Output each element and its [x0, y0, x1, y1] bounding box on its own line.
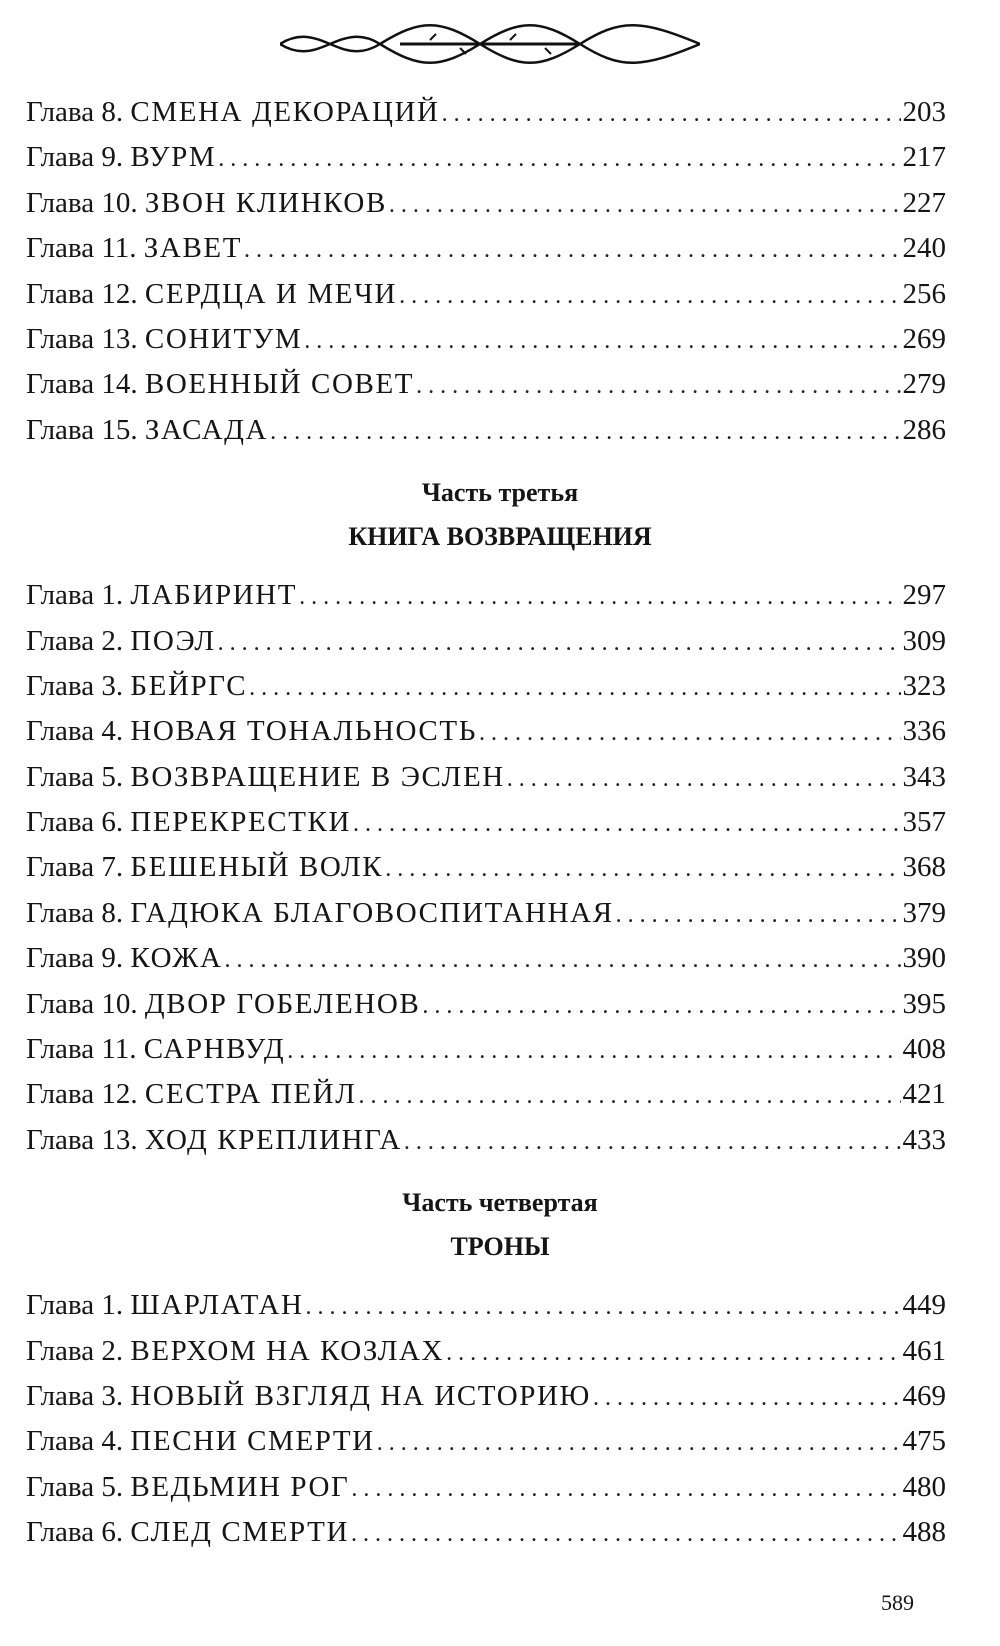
chapter-page: 449: [902, 1289, 946, 1322]
chapter-title: ШАРЛАТАН: [130, 1289, 304, 1322]
dot-leader: [416, 364, 900, 409]
toc-entry: [26, 709, 946, 754]
chapter-label: Глава 10.: [26, 186, 138, 219]
chapter-title: ЛАБИРИНТ: [130, 579, 298, 612]
part-title: ТРОНЫ: [450, 1232, 550, 1262]
dot-leader: [385, 847, 900, 892]
chapter-page: 343: [902, 760, 946, 793]
toc-entry: [26, 982, 946, 1027]
chapter-title: ВОЕННЫЙ СОВЕТ: [144, 368, 415, 401]
dot-leader: [270, 410, 900, 455]
chapter-label: Глава 5.: [26, 760, 124, 793]
chapter-title: СЛЕД СМЕРТИ: [130, 1516, 349, 1549]
chapter-title: ПЕСНИ СМЕРТИ: [130, 1425, 375, 1458]
chapter-title: ВУРМ: [130, 141, 217, 174]
chapter-page: 379: [902, 896, 946, 929]
dot-leader: [479, 711, 901, 756]
dot-leader: [353, 802, 900, 847]
chapter-label: Глава 8.: [26, 96, 124, 128]
chapter-title: ВОЗВРАЩЕНИЕ В ЭСЛЕН: [130, 760, 505, 793]
toc-entry: [26, 845, 946, 890]
chapter-title: НОВАЯ ТОНАЛЬНОСТЬ: [130, 715, 477, 748]
chapter-title: КОЖА: [130, 942, 223, 975]
dot-leader: [389, 183, 901, 228]
dot-leader: [306, 1285, 901, 1330]
table-of-contents: [26, 90, 946, 1556]
chapter-title: НОВЫЙ ВЗГЛЯД НА ИСТОРИЮ: [130, 1379, 591, 1412]
toc-entry: [26, 664, 946, 709]
chapter-page: 421: [902, 1078, 946, 1111]
dot-leader: [249, 666, 900, 711]
dot-leader: [351, 1512, 901, 1557]
chapter-label: Глава 3.: [26, 1379, 124, 1412]
toc-entry: [26, 1374, 946, 1419]
toc-entry: [26, 936, 946, 981]
chapter-title: САРНВУД: [143, 1033, 286, 1066]
dot-leader: [507, 757, 901, 802]
toc-entry: [26, 800, 946, 845]
chapter-page: 203: [902, 96, 946, 128]
toc-entry: [26, 1419, 946, 1464]
chapter-page: 395: [902, 987, 946, 1020]
chapter-label: Глава 6.: [26, 1516, 124, 1549]
chapter-label: Глава 10.: [26, 987, 138, 1020]
chapter-label: Глава 5.: [26, 1470, 124, 1503]
part-3-header: [26, 453, 946, 573]
dot-leader: [399, 274, 900, 319]
chapter-label: Глава 12.: [26, 1078, 138, 1111]
chapter-page: 368: [902, 851, 946, 884]
chapter-label: Глава 6.: [26, 806, 124, 839]
toc-entry: [26, 891, 946, 936]
toc-entry: [26, 1510, 946, 1555]
chapter-label: Глава 11.: [26, 232, 137, 265]
chapter-page: 408: [902, 1033, 946, 1066]
chapter-title: ЗВОН КЛИНКОВ: [144, 186, 387, 219]
chapter-page: 488: [902, 1516, 946, 1549]
toc-entry: [26, 90, 946, 135]
chapter-page: 336: [902, 715, 946, 748]
chapter-title: СЕСТРА ПЕЙЛ: [144, 1078, 357, 1111]
toc-entry: [26, 755, 946, 800]
chapter-label: Глава 2.: [26, 624, 124, 657]
chapter-label: Глава 13.: [26, 322, 138, 355]
chapter-page: 217: [902, 141, 946, 174]
chapter-title: ВЕРХОМ НА КОЗЛАХ: [130, 1334, 445, 1367]
chapter-page: 256: [902, 277, 946, 310]
chapter-label: Глава 1.: [26, 579, 124, 612]
dot-leader: [218, 621, 901, 666]
chapter-title: БЕШЕНЫЙ ВОЛК: [130, 851, 384, 884]
dot-leader: [616, 893, 901, 938]
dot-leader: [377, 1421, 901, 1466]
toc-entry: [26, 1118, 946, 1163]
chapter-page: 475: [902, 1425, 946, 1458]
chapter-page: 461: [902, 1334, 946, 1367]
chapter-label: Глава 11.: [26, 1033, 137, 1066]
toc-entry: [26, 1027, 946, 1072]
part-heading: Часть четвертая: [402, 1188, 598, 1218]
chapter-title: ПОЭЛ: [130, 624, 216, 657]
chapter-title: БЕЙРГС: [130, 669, 248, 702]
chapter-page: 357: [902, 806, 946, 839]
toc-entry: [26, 573, 946, 618]
dot-leader: [225, 938, 901, 983]
dot-leader: [287, 1029, 900, 1074]
chapter-list-part-4: [26, 1283, 946, 1555]
chapter-label: Глава 9.: [26, 942, 124, 975]
toc-entry: [26, 1465, 946, 1510]
chapter-list-part-3: [26, 573, 946, 1163]
toc-entry: [26, 226, 946, 271]
chapter-label: Глава 7.: [26, 851, 124, 884]
chapter-page: 469: [902, 1379, 946, 1412]
chapter-title: СЕРДЦА И МЕЧИ: [144, 277, 398, 310]
toc-entry: [26, 135, 946, 180]
chapter-label: Глава 2.: [26, 1334, 124, 1367]
chapter-label: Глава 4.: [26, 715, 124, 748]
part-4-header: [26, 1163, 946, 1283]
chapter-label: Глава 3.: [26, 669, 124, 702]
chapter-page: 309: [902, 624, 946, 657]
chapter-title: ВЕДЬМИН РОГ: [130, 1470, 350, 1503]
part-heading: Часть третья: [421, 478, 579, 508]
chapter-label: Глава 14.: [26, 368, 138, 401]
chapter-page: 286: [902, 413, 946, 446]
chapter-page: 279: [902, 368, 946, 401]
chapter-label: Глава 9.: [26, 141, 124, 174]
toc-entry: [26, 181, 946, 226]
chapter-page: 323: [902, 669, 946, 702]
dot-leader: [299, 575, 900, 620]
chapter-page: 269: [902, 322, 946, 355]
toc-entry: [26, 362, 946, 407]
chapter-label: Глава 8.: [26, 896, 124, 929]
dot-leader: [422, 984, 900, 1029]
toc-entry: [26, 1072, 946, 1117]
dot-leader: [358, 1074, 900, 1119]
chapter-title: ЗАВЕТ: [143, 232, 243, 265]
chapter-title: СОНИТУМ: [144, 322, 303, 355]
chapter-page: 433: [902, 1123, 946, 1156]
toc-entry: [26, 1329, 946, 1374]
ornament-icon: [280, 14, 700, 74]
chapter-page: 240: [902, 232, 946, 265]
chapter-label: Глава 13.: [26, 1123, 138, 1156]
chapter-label: Глава 1.: [26, 1289, 124, 1322]
chapter-title: ЗАСАДА: [144, 413, 269, 446]
chapter-title: СМЕНА ДЕКОРАЦИЙ: [130, 96, 440, 128]
dot-leader: [593, 1376, 901, 1421]
toc-entry: [26, 317, 946, 362]
part-title: КНИГА ВОЗВРАЩЕНИЯ: [348, 522, 652, 552]
dot-leader: [442, 92, 901, 137]
toc-entry: [26, 1283, 946, 1328]
toc-entry: [26, 619, 946, 664]
chapter-page: 390: [902, 942, 946, 975]
chapter-title: ХОД КРЕПЛИНГА: [144, 1123, 402, 1156]
chapter-title: ДВОР ГОБЕЛЕНОВ: [144, 987, 421, 1020]
page-number: 589: [881, 1590, 914, 1615]
chapter-label: Глава 12.: [26, 277, 138, 310]
dot-leader: [218, 137, 900, 182]
chapter-label: Глава 4.: [26, 1425, 124, 1458]
dot-leader: [304, 319, 900, 364]
chapter-page: 227: [902, 186, 946, 219]
toc-entry: [26, 272, 946, 317]
chapter-title: ГАДЮКА БЛАГОВОСПИТАННАЯ: [130, 896, 614, 929]
dot-leader: [244, 228, 900, 273]
dot-leader: [351, 1467, 900, 1512]
dot-leader: [446, 1331, 900, 1376]
chapter-page: 297: [902, 579, 946, 612]
chapter-list-part-2: [26, 90, 946, 453]
chapter-title: ПЕРЕКРЕСТКИ: [130, 806, 352, 839]
chapter-page: 480: [902, 1470, 946, 1503]
toc-entry: [26, 408, 946, 453]
chapter-label: Глава 15.: [26, 413, 138, 446]
dot-leader: [404, 1120, 901, 1165]
